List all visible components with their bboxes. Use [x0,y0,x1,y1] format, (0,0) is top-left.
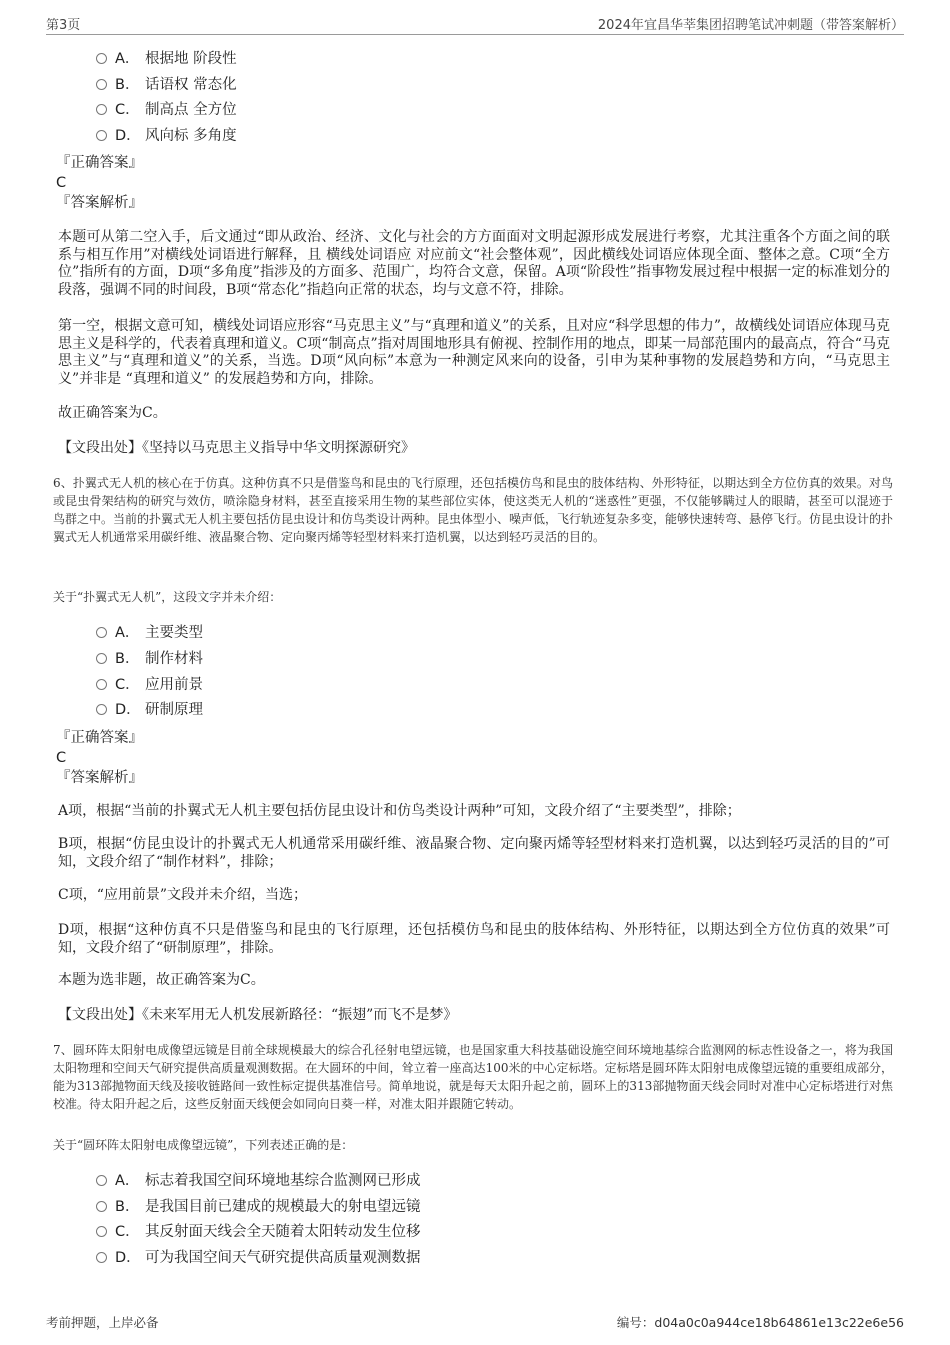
radio-icon[interactable] [96,53,107,64]
q6-analysis-label: 『答案解析』 [56,770,143,786]
q6-option-d[interactable]: D． 研制原理 [96,698,203,722]
q5-source: 【文段出处】《坚持以马克思主义指导中华文明探源研究》 [58,440,415,456]
q6-source: 【文段出处】《未来军用无人机发展新路径：“振翅”而飞不是梦》 [58,1007,458,1023]
q7-option-d[interactable]: D． 可为我国空间天气研究提供高质量观测数据 [96,1246,421,1270]
q5-answer: C [56,175,67,191]
q6-option-c[interactable]: C． 应用前景 [96,673,203,697]
q6-analysis-d: D项，根据“这种仿真不只是借鉴鸟和昆虫的飞行原理，还包括模仿鸟和昆虫的肢体结构、外形特征，以期达到全方位仿真的效果”可知，文段介绍了“研制原理”，排除。 [58,922,890,956]
radio-icon[interactable] [96,653,107,664]
q5-analysis-paragraph: 第一空，根据文意可知，横线处词语应形容“马克思主义”与“真理和道义”的关系，且对应“科学思想的伟力”，故横线处词语应体现马克思主义是科学的，代表着真理和道义。C项“制高点”指对周围地形具有俯视、控制作用的地点，即某一局部范围内的最高点，符合“马克思主义”与“真理和道义”的关系，当选。D项“风向标”本意为一种测定风来向的设备，引申为某种事物的发展趋势和方向，“马克思主义”并非是 “真理和道义” 的发展趋势和方向，排除。 [58,318,890,387]
radio-icon[interactable] [96,704,107,715]
footer-code-label: 编号： [616,1315,655,1330]
page-footer [46,1313,904,1333]
page-number: 第3页 [46,18,81,33]
footer-code [617,1313,904,1331]
header-divider [46,34,904,35]
q5-option-d[interactable]: D． 风向标 多角度 [96,124,237,148]
footer-slogan: 考前押题，上岸必备 [46,1315,159,1330]
q6-analysis-conclusion: 本题为选非题，故正确答案为C。 [58,972,265,988]
radio-icon[interactable] [96,679,107,690]
radio-icon[interactable] [96,1226,107,1237]
q7-stem: 关于“圆环阵太阳射电成像望远镜”，下列表述正确的是： [53,1138,354,1152]
q5-answer-label: 『正确答案』 [56,155,143,171]
radio-icon[interactable] [96,627,107,638]
q6-analysis-a: A项，根据“当前的扑翼式无人机主要包括仿昆虫设计和仿鸟类设计两种”可知，文段介绍了“主要类型”，排除； [58,803,741,819]
footer-code-value: d04a0c0a944ce18b64861e13c22e6e56 [654,1315,904,1330]
q7-passage: 7、圆环阵太阳射电成像望远镜是目前全球规模最大的综合孔径射电望远镜，也是国家重大科技基础设施空间环境地基综合监测网的标志性设备之一，将为我国太阳物理和空间天气研究提供高质量观测数据。在大圆环的中间，耸立着一座高达100米的中心定标塔。定标塔是圆环阵太阳射电成像望远镜的重要组成部分，能为313部抛物面天线及接收链路间一致性标定提供基准信号。简单地说，就是每天太阳升起之前，圆环上的313部抛物面天线会同时对准中心定标塔进行对焦校准。待太阳升起之后，这些反射面天线便会如同向日葵一样，对准太阳并跟随它转动。 [53,1043,893,1111]
q7-option-b[interactable]: B． 是我国目前已建成的规模最大的射电望远镜 [96,1195,421,1219]
q6-option-b[interactable]: B． 制作材料 [96,647,203,671]
q5-analysis-conclusion: 故正确答案为C。 [58,405,167,421]
q6-analysis-c: C项，“应用前景”文段并未介绍，当选； [58,887,308,903]
document-title: 2024年宜昌华莘集团招聘笔试冲刺题（带答案解析） [597,18,904,33]
radio-icon[interactable] [96,1201,107,1212]
q6-answer-label: 『正确答案』 [56,730,143,746]
q5-analysis-paragraph: 本题可从第二空入手，后文通过“即从政治、经济、文化与社会的方方面面对文明起源形成发展进行考察，尤其注重各个方面之间的联系与相互作用”对横线处词语进行解释，且 横线处词语应 对应前文“社会整体观”，因此横线处词语应体现全面、整体之意。C项“全方位”指所有的方面，D项“多角度”指涉及的方面多、范围广，均符合文意，保留。A项“阶段性”指事物发展过程中根据一定的标准划分的段落，强调不同的时间段，B项“常态化”指趋向正常的状态，均与文意不符，排除。 [58,229,890,298]
q6-stem: 关于“扑翼式无人机”，这段文字并未介绍： [53,590,282,604]
q7-option-a[interactable]: A． 标志着我国空间环境地基综合监测网已形成 [96,1169,421,1193]
radio-icon[interactable] [96,79,107,90]
q5-option-b[interactable]: B． 话语权 常态化 [96,73,237,97]
q6-analysis-b: B项，根据“仿昆虫设计的扑翼式无人机通常采用碳纤维、液晶聚合物、定向聚丙烯等轻型材料来打造机翼，以达到轻巧灵活的目的”可知，文段介绍了“制作材料”，排除； [58,836,890,870]
radio-icon[interactable] [96,104,107,115]
q6-option-a[interactable]: A． 主要类型 [96,621,203,645]
q6-answer: C [56,750,67,766]
q5-option-a[interactable]: A． 根据地 阶段性 [96,47,237,71]
radio-icon[interactable] [96,1175,107,1186]
q5-analysis-label: 『答案解析』 [56,195,143,211]
q6-passage: 6、扑翼式无人机的核心在于仿真。这种仿真不只是借鉴鸟和昆虫的飞行原理，还包括模仿鸟和昆虫的肢体结构、外形特征，以期达到全方位仿真的效果。对鸟或昆虫骨架结构的研究与效仿，喷涂隐身材料，甚至直接采用生物的某些部位实体，使这类无人机的“迷惑性”更强，不仅能够瞒过人的眼睛，甚至可以混迹于鸟群之中。当前的扑翼式无人机主要包括仿昆虫设计和仿鸟类设计两种。昆虫体型小、噪声低，飞行轨迹复杂多变，能够快速转弯、悬停飞行。仿昆虫设计的扑翼式无人机通常采用碳纤维、液晶聚合物、定向聚丙烯等轻型材料来打造机翼，以达到轻巧灵活的目的。 [53,476,894,544]
radio-icon[interactable] [96,1252,107,1263]
q7-option-c[interactable]: C． 其反射面天线会全天随着太阳转动发生位移 [96,1220,421,1244]
radio-icon[interactable] [96,130,107,141]
page-header [46,14,904,34]
q5-option-c[interactable]: C． 制高点 全方位 [96,98,237,122]
